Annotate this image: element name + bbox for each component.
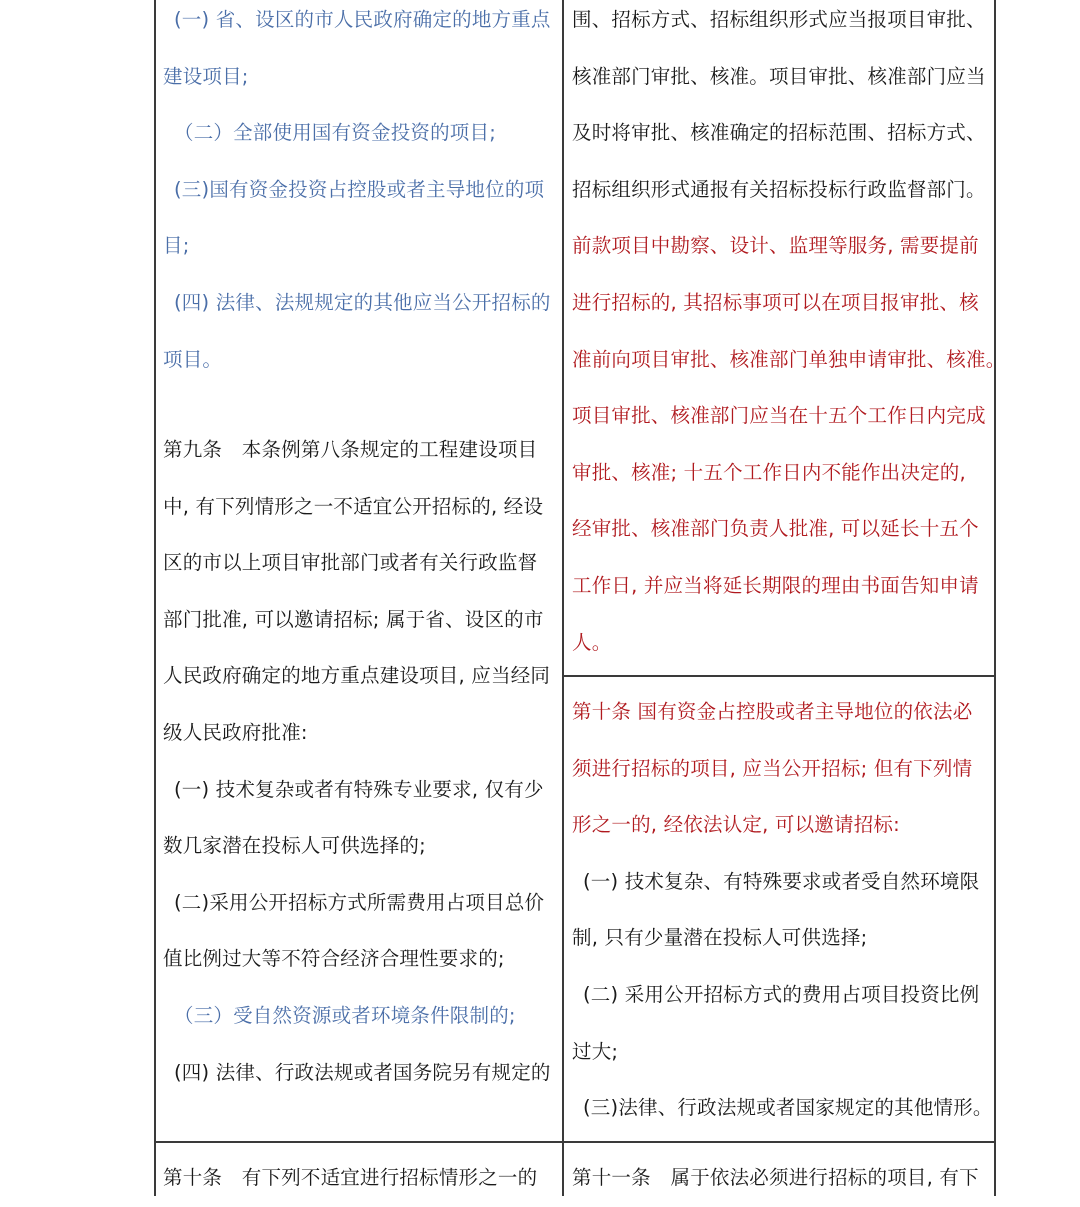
text-line: 招标组织形式通报有关招标投标行政监督部门。 xyxy=(572,177,986,201)
text-line: (四) 法律、法规规定的其他应当公开招标的 xyxy=(174,290,551,314)
text-line: 进行招标的, 其招标事项可以在项目报审批、核 xyxy=(572,290,979,314)
text-line: (二)采用公开招标方式所需费用占项目总价 xyxy=(174,890,545,914)
text-line: 须进行招标的项目, 应当公开招标; 但有下列情 xyxy=(572,756,973,780)
text-line: 人民政府确定的地方重点建设项目, 应当经同 xyxy=(163,664,551,688)
table-border-left xyxy=(154,0,156,1196)
text-line: 目; xyxy=(163,234,190,258)
right-cell-1 xyxy=(572,0,1005,671)
text-line: 核准部门审批、核准。项目审批、核准部门应当 xyxy=(572,64,986,88)
text-line: (二) 采用公开招标方式的费用占项目投资比例 xyxy=(583,982,980,1006)
text-line: 部门批准, 可以邀请招标; 属于省、设区的市 xyxy=(163,607,544,631)
left-cell-1a xyxy=(163,0,551,388)
text-line: 第十条 国有资金占控股或者主导地位的依法必 xyxy=(572,700,973,723)
text-line: 工作日, 并应当将延长期限的理由书面告知申请 xyxy=(572,573,979,597)
text-line: 项目。 xyxy=(163,347,223,371)
text-line: 项目审批、核准部门应当在十五个工作日内完成 xyxy=(572,404,986,428)
text-line: 审批、核准; 十五个工作日内不能作出决定的, xyxy=(572,460,966,484)
right-cell-3-article-11 xyxy=(572,1150,979,1207)
text-line: 形之一的, 经依法认定, 可以邀请招标: xyxy=(572,813,900,837)
text-line: 过大; xyxy=(572,1039,619,1063)
text-line: (四) 法律、行政法规或者国务院另有规定的 xyxy=(174,1060,551,1084)
text-line: (一) 技术复杂、有特殊要求或者受自然环境限 xyxy=(583,869,980,893)
text-line: 第十一条 属于依法必须进行招标的项目, 有下 xyxy=(572,1166,979,1189)
text-line: 人。 xyxy=(572,630,612,654)
text-line: （二）全部使用国有资金投资的项目; xyxy=(174,121,496,145)
row-divider-right xyxy=(563,675,996,677)
text-line: 级人民政府批准: xyxy=(163,720,308,744)
text-line: 值比例过大等不符合经济合理性要求的; xyxy=(163,947,505,971)
text-line: 制, 只有少量潜在投标人可供选择; xyxy=(572,926,868,950)
table-border-middle xyxy=(562,0,564,1196)
text-line: 前款项目中勘察、设计、监理等服务, 需要提前 xyxy=(572,234,979,258)
text-line: 数几家潜在投标人可供选择的; xyxy=(163,834,426,858)
text-line: 经审批、核准部门负责人批准, 可以延长十五个 xyxy=(572,517,979,541)
text-line: 建设项目; xyxy=(163,64,249,88)
text-line: 及时将审批、核准确定的招标范围、招标方式、 xyxy=(572,121,986,145)
text-line: (三)国有资金投资占控股或者主导地位的项 xyxy=(174,177,545,201)
text-line: 围、招标方式、招标组织形式应当报项目审批、 xyxy=(572,8,986,31)
text-line: 第十条 有下列不适宜进行招标情形之一的 xyxy=(163,1166,538,1189)
row-divider xyxy=(154,1141,996,1143)
right-cell-2-article-10 xyxy=(572,684,993,1137)
text-line: 中, 有下列情形之一不适宜公开招标的, 经设 xyxy=(163,494,544,518)
text-line: 第九条 本条例第八条规定的工程建设项目 xyxy=(163,438,538,461)
text-line: （三）受自然资源或者环境条件限制的; xyxy=(174,1003,516,1027)
text-line: (一) 省、设区的市人民政府确定的地方重点 xyxy=(174,8,551,31)
text-line: (一) 技术复杂或者有特殊专业要求, 仅有少 xyxy=(174,777,544,801)
left-cell-2-article-10 xyxy=(163,1150,537,1207)
text-line: 准前向项目审批、核准部门单独申请审批、核准。 xyxy=(572,347,1006,371)
text-line: 区的市以上项目审批部门或者有关行政监督 xyxy=(163,551,538,575)
text-line: (三)法律、行政法规或者国家规定的其他情形。 xyxy=(583,1096,993,1120)
left-cell-1b-article-9 xyxy=(163,422,551,1101)
